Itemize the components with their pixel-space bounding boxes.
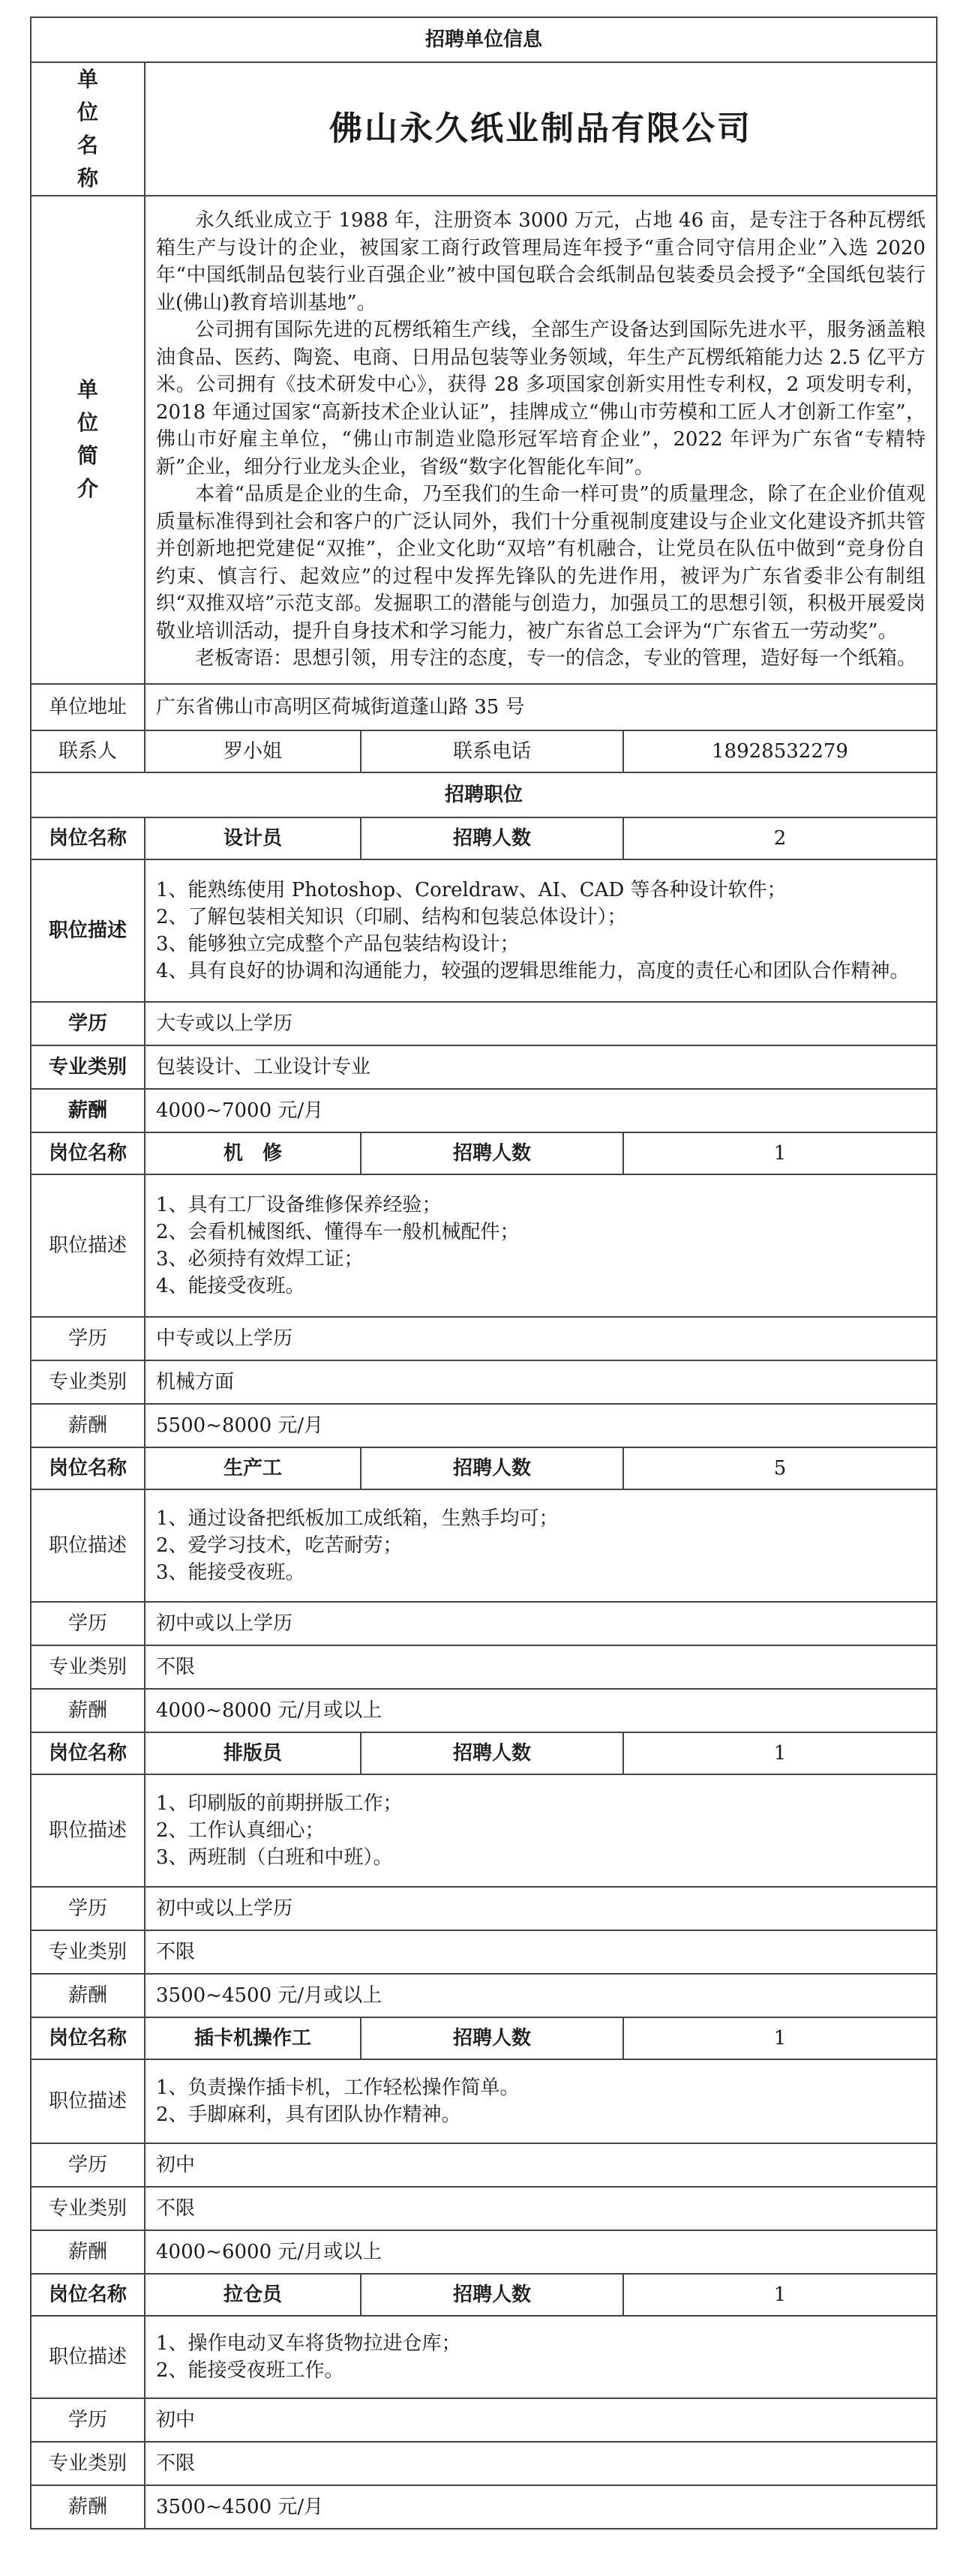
job-major-row — [31, 2442, 937, 2485]
salary-label: 薪酬 — [31, 2485, 145, 2529]
job-description — [145, 859, 937, 1002]
job-desc-row — [31, 859, 937, 1002]
company-name-label: 单 位 名 称 — [31, 62, 145, 196]
desc-line: 3、能够独立完成整个产品包装结构设计； — [156, 932, 520, 955]
contact-value: 罗小姐 — [145, 730, 361, 772]
phone-value: 18928532279 — [623, 730, 937, 772]
job-education-row — [31, 2398, 937, 2442]
job-header-row — [31, 1132, 937, 1174]
job-header-row — [31, 1732, 937, 1774]
job-desc-row — [31, 1774, 937, 1887]
jobs-list — [31, 817, 937, 2529]
job-desc-row — [31, 2059, 937, 2143]
desc-line: 3、能接受夜班。 — [156, 1561, 305, 1584]
headcount-value: 1 — [623, 2017, 937, 2059]
intro-paragraph-3: 本着“品质是企业的生命，乃至我们的生命一样可贵”的质量理念，除了在企业价值观质量标准得到社会和客户的广泛认同外，我们十分重视制度建设与企业文化建设齐抓共管并创新地把党建促“双推”，企业文化助“双培”有机融合，让党员在队伍中做到“竞身份自约束、慎言行、起效应”的过程中发挥先锋队的先进作用，被评为广东省委非公有制组织“双推双培”示范支部。发掘职工的潜能与创造力，加强员工的思想引领，积极开展爱岗敬业培训活动，提升自身技术和学习能力，被广东省总工会评为“广东省五一劳动奖”。 — [156, 483, 926, 643]
position-title: 生产工 — [145, 1447, 361, 1489]
desc-label: 职位描述 — [31, 1489, 145, 1602]
desc-line: 2、爱学习技术，吃苦耐劳； — [156, 1534, 403, 1557]
job-salary-row — [31, 1404, 937, 1447]
education-value: 大专或以上学历 — [145, 1002, 937, 1045]
desc-line: 2、会看机械图纸、懂得车一般机械配件； — [156, 1220, 520, 1243]
salary-value: 4000~7000 元/月 — [145, 1089, 937, 1132]
job-salary-row — [31, 1689, 937, 1732]
recruitment-table — [30, 16, 938, 2530]
salary-value: 4000~6000 元/月或以上 — [145, 2230, 937, 2274]
position-label: 岗位名称 — [31, 2274, 145, 2316]
education-label: 学历 — [31, 1602, 145, 1645]
intro-paragraph-1: 永久纸业成立于 1988 年，注册资本 3000 万元，占地 46 亩，是专注于各种瓦楞纸箱生产与设计的企业，被国家工商行政管理局连年授予“重合同守信用企业”入选 2020 年“中国纸制品包装行业百强企业”被中国包联合会纸制品包装委员会授予“全国纸包装行业(佛山)教育培训基地”。 — [156, 209, 926, 314]
major-value: 包装设计、工业设计专业 — [145, 1045, 937, 1089]
job-desc-row — [31, 2316, 937, 2398]
education-value: 初中 — [145, 2398, 937, 2442]
education-value: 初中 — [145, 2143, 937, 2187]
job-header-row — [31, 2017, 937, 2059]
job-salary-row — [31, 2485, 937, 2529]
job-description — [145, 1774, 937, 1887]
desc-line: 2、工作认真细心； — [156, 1819, 325, 1842]
education-value: 初中或以上学历 — [145, 1602, 937, 1645]
major-value: 不限 — [145, 2442, 937, 2485]
company-section-header: 招聘单位信息 — [31, 17, 937, 62]
desc-line: 3、必须持有效焊工证； — [156, 1247, 364, 1270]
headcount-label: 招聘人数 — [361, 817, 623, 859]
education-label: 学历 — [31, 1887, 145, 1930]
job-education-row — [31, 1317, 937, 1360]
job-major-row — [31, 1360, 937, 1404]
headcount-label: 招聘人数 — [361, 1447, 623, 1489]
job-description — [145, 2316, 937, 2398]
company-name: 佛山永久纸业制品有限公司 — [145, 62, 937, 196]
intro-paragraph-2: 公司拥有国际先进的瓦楞纸箱生产线，全部生产设备达到国际先进水平，服务涵盖粮油食品、医药、陶瓷、电商、日用品包装等业务领域，年生产瓦楞纸箱能力达 2.5 亿平方米。公司拥有《技术研发中心》，获得 28 多项国家创新实用性专利权，2 项发明专利，2018 年通过国家“高新技术企业认证”，挂牌成立“佛山市劳模和工匠人才创新工作室”，佛山市好雇主单位，“佛山市制造业隐形冠军培育企业”，2022 年评为广东省“专精特新”企业，细分行业龙头企业，省级“数字化智能化车间”。 — [156, 319, 926, 478]
major-value: 不限 — [145, 1930, 937, 1974]
desc-line: 1、通过设备把纸板加工成纸箱，生熟手均可； — [156, 1507, 559, 1530]
desc-label: 职位描述 — [31, 2316, 145, 2398]
address-label: 单位地址 — [31, 684, 145, 730]
headcount-value: 2 — [623, 817, 937, 859]
job-major-row — [31, 1645, 937, 1689]
job-description — [145, 1174, 937, 1317]
position-title: 排版员 — [145, 1732, 361, 1774]
education-value: 中专或以上学历 — [145, 1317, 937, 1360]
major-value: 不限 — [145, 2187, 937, 2230]
job-education-row — [31, 1602, 937, 1645]
education-label: 学历 — [31, 2143, 145, 2187]
phone-label: 联系电话 — [361, 730, 623, 772]
job-education-row — [31, 2143, 937, 2187]
salary-value: 4000~8000 元/月或以上 — [145, 1689, 937, 1732]
job-description — [145, 1489, 937, 1602]
job-header-row — [31, 817, 937, 859]
desc-line: 2、了解包装相关知识（印刷、结构和包装总体设计）； — [156, 905, 627, 928]
company-intro — [145, 196, 937, 684]
salary-label: 薪酬 — [31, 1089, 145, 1132]
desc-line: 1、具有工厂设备维修保养经验； — [156, 1193, 442, 1216]
major-label: 专业类别 — [31, 2187, 145, 2230]
education-label: 学历 — [31, 2398, 145, 2442]
major-label: 专业类别 — [31, 1045, 145, 1089]
headcount-label: 招聘人数 — [361, 1132, 623, 1174]
job-major-row — [31, 2187, 937, 2230]
job-salary-row — [31, 2230, 937, 2274]
salary-label: 薪酬 — [31, 2230, 145, 2274]
contact-label: 联系人 — [31, 730, 145, 772]
position-label: 岗位名称 — [31, 1132, 145, 1174]
salary-value: 5500~8000 元/月 — [145, 1404, 937, 1447]
desc-line: 1、能熟练使用 Photoshop、Coreldraw、AI、CAD 等各种设计软件； — [156, 878, 787, 901]
position-title: 插卡机操作工 — [145, 2017, 361, 2059]
desc-line: 1、操作电动叉车将货物拉进仓库； — [156, 2332, 461, 2355]
education-label: 学历 — [31, 1317, 145, 1360]
headcount-value: 1 — [623, 1132, 937, 1174]
position-title: 拉仓员 — [145, 2274, 361, 2316]
desc-line: 1、印刷版的前期拼版工作； — [156, 1792, 403, 1815]
major-label: 专业类别 — [31, 1645, 145, 1689]
job-header-row — [31, 1447, 937, 1489]
desc-label: 职位描述 — [31, 2059, 145, 2143]
job-desc-row — [31, 1174, 937, 1317]
salary-value: 3500~4500 元/月或以上 — [145, 1974, 937, 2017]
education-label: 学历 — [31, 1002, 145, 1045]
major-value: 机械方面 — [145, 1360, 937, 1404]
desc-label: 职位描述 — [31, 1774, 145, 1887]
address-value: 广东省佛山市高明区荷城街道蓬山路 35 号 — [145, 684, 937, 730]
desc-line: 1、负责操作插卡机，工作轻松操作简单。 — [156, 2076, 520, 2099]
headcount-label: 招聘人数 — [361, 2274, 623, 2316]
position-title: 机 修 — [145, 1132, 361, 1174]
major-value: 不限 — [145, 1645, 937, 1689]
company-intro-label: 单 位 简 介 — [31, 196, 145, 684]
education-value: 初中或以上学历 — [145, 1887, 937, 1930]
major-label: 专业类别 — [31, 1930, 145, 1974]
desc-line: 4、具有良好的协调和沟通能力，较强的逻辑思维能力，高度的责任心和团队合作精神。 — [156, 959, 910, 982]
position-label: 岗位名称 — [31, 1732, 145, 1774]
position-label: 岗位名称 — [31, 817, 145, 859]
salary-label: 薪酬 — [31, 1404, 145, 1447]
salary-value: 3500~4500 元/月 — [145, 2485, 937, 2529]
major-label: 专业类别 — [31, 2442, 145, 2485]
headcount-value: 5 — [623, 1447, 937, 1489]
job-major-row — [31, 1930, 937, 1974]
job-description — [145, 2059, 937, 2143]
desc-line: 3、两班制（白班和中班）。 — [156, 1846, 393, 1869]
headcount-value: 1 — [623, 2274, 937, 2316]
position-label: 岗位名称 — [31, 1447, 145, 1489]
job-education-row — [31, 1002, 937, 1045]
job-salary-row — [31, 1974, 937, 2017]
job-desc-row — [31, 1489, 937, 1602]
headcount-value: 1 — [623, 1732, 937, 1774]
major-label: 专业类别 — [31, 1360, 145, 1404]
intro-paragraph-4: 老板寄语：思想引领，用专注的态度，专一的信念，专业的管理，造好每一个纸箱。 — [195, 647, 917, 670]
position-label: 岗位名称 — [31, 2017, 145, 2059]
jobs-section-header: 招聘职位 — [31, 772, 937, 817]
job-header-row — [31, 2274, 937, 2316]
job-education-row — [31, 1887, 937, 1930]
desc-line: 2、能接受夜班工作。 — [156, 2359, 344, 2382]
desc-label: 职位描述 — [31, 859, 145, 1002]
desc-line: 4、能接受夜班。 — [156, 1274, 305, 1297]
desc-line: 2、手脚麻利，具有团队协作精神。 — [156, 2103, 461, 2126]
desc-label: 职位描述 — [31, 1174, 145, 1317]
salary-label: 薪酬 — [31, 1974, 145, 2017]
headcount-label: 招聘人数 — [361, 1732, 623, 1774]
job-major-row — [31, 1045, 937, 1089]
headcount-label: 招聘人数 — [361, 2017, 623, 2059]
job-salary-row — [31, 1089, 937, 1132]
position-title: 设计员 — [145, 817, 361, 859]
recruitment-sheet — [30, 16, 936, 2530]
salary-label: 薪酬 — [31, 1689, 145, 1732]
